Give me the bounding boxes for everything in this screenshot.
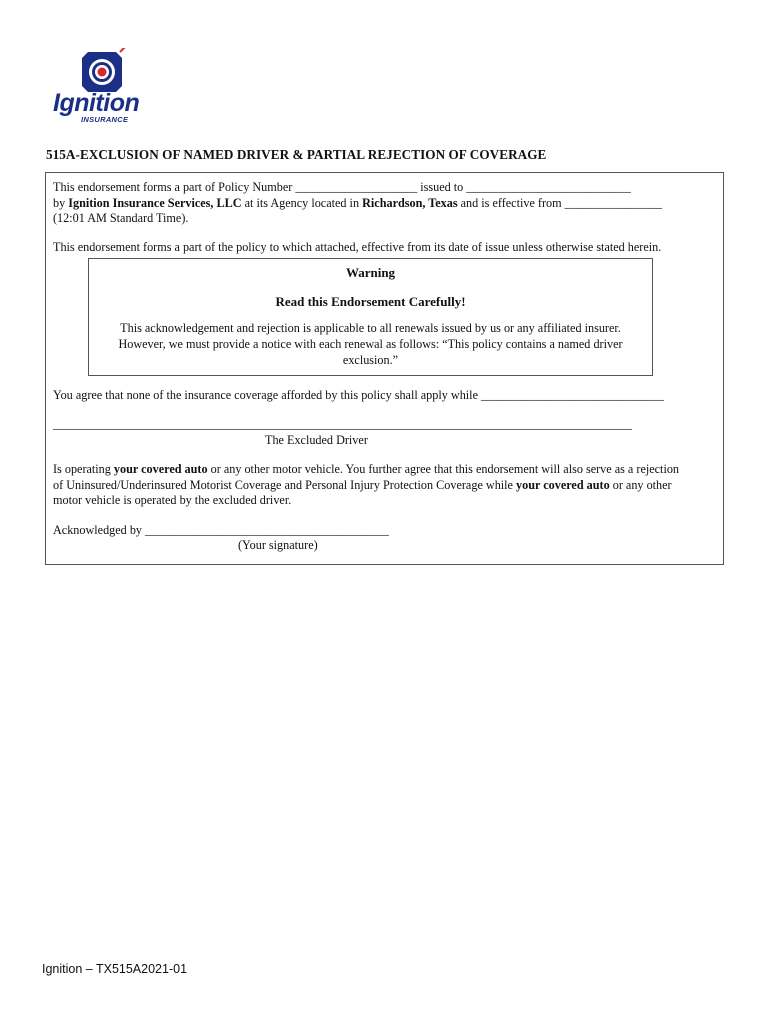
document-title: 515A-EXCLUSION OF NAMED DRIVER & PARTIAL REJECTION OF COVERAGE: [46, 147, 547, 162]
brand-name: Ignition: [53, 89, 140, 117]
standard-time-line: (12:01 AM Standard Time).: [53, 211, 189, 225]
agreement-line: You agree that none of the insurance coverage afforded by this policy shall apply while ______________________________: [53, 388, 664, 402]
form-footer: Ignition – TX515A2021-01: [42, 962, 188, 976]
excluded-driver-label: The Excluded Driver: [265, 433, 368, 447]
warning-subheading: Read this Endorsement Carefully!: [275, 294, 466, 309]
excluded-driver-blank: _______________________________________________________________________________________________: [53, 417, 632, 431]
policy-statement: This endorsement forms a part of the policy to which attached, effective from its date of issue unless otherwise stated herein.: [53, 240, 662, 254]
operating-line-1: Is operating your covered auto or any other motor vehicle. You further agree that this endorsement will also serve as a rejection: [53, 462, 680, 476]
brand-tagline: INSURANCE: [81, 115, 129, 124]
warning-line-1: This acknowledgement and rejection is applicable to all renewals issued by us or any affiliated insurer.: [120, 321, 621, 335]
signature-label: (Your signature): [238, 538, 318, 552]
warning-line-2: However, we must provide a notice with each renewal as follows: “This policy contains a named driver: [118, 337, 623, 351]
acknowledged-by-line: Acknowledged by ________________________________________: [53, 523, 389, 537]
warning-heading: Warning: [345, 265, 396, 280]
company-name: Ignition Insurance Services, LLC: [68, 196, 242, 210]
policy-number-line: This endorsement forms a part of Policy Number ____________________ issued to ___________________________: [53, 180, 631, 194]
operating-line-3: motor vehicle is operated by the excluded driver.: [53, 493, 292, 507]
agency-location: Richardson, Texas: [362, 196, 458, 210]
warning-line-3: exclusion.”: [342, 353, 399, 367]
agency-line: by Ignition Insurance Services, LLC at its Agency located in Richardson, Texas and is effective from ________________: [53, 196, 663, 210]
operating-line-2: of Uninsured/Underinsured Motorist Coverage and Personal Injury Protection Coverage while your covered auto or any other: [53, 478, 672, 492]
